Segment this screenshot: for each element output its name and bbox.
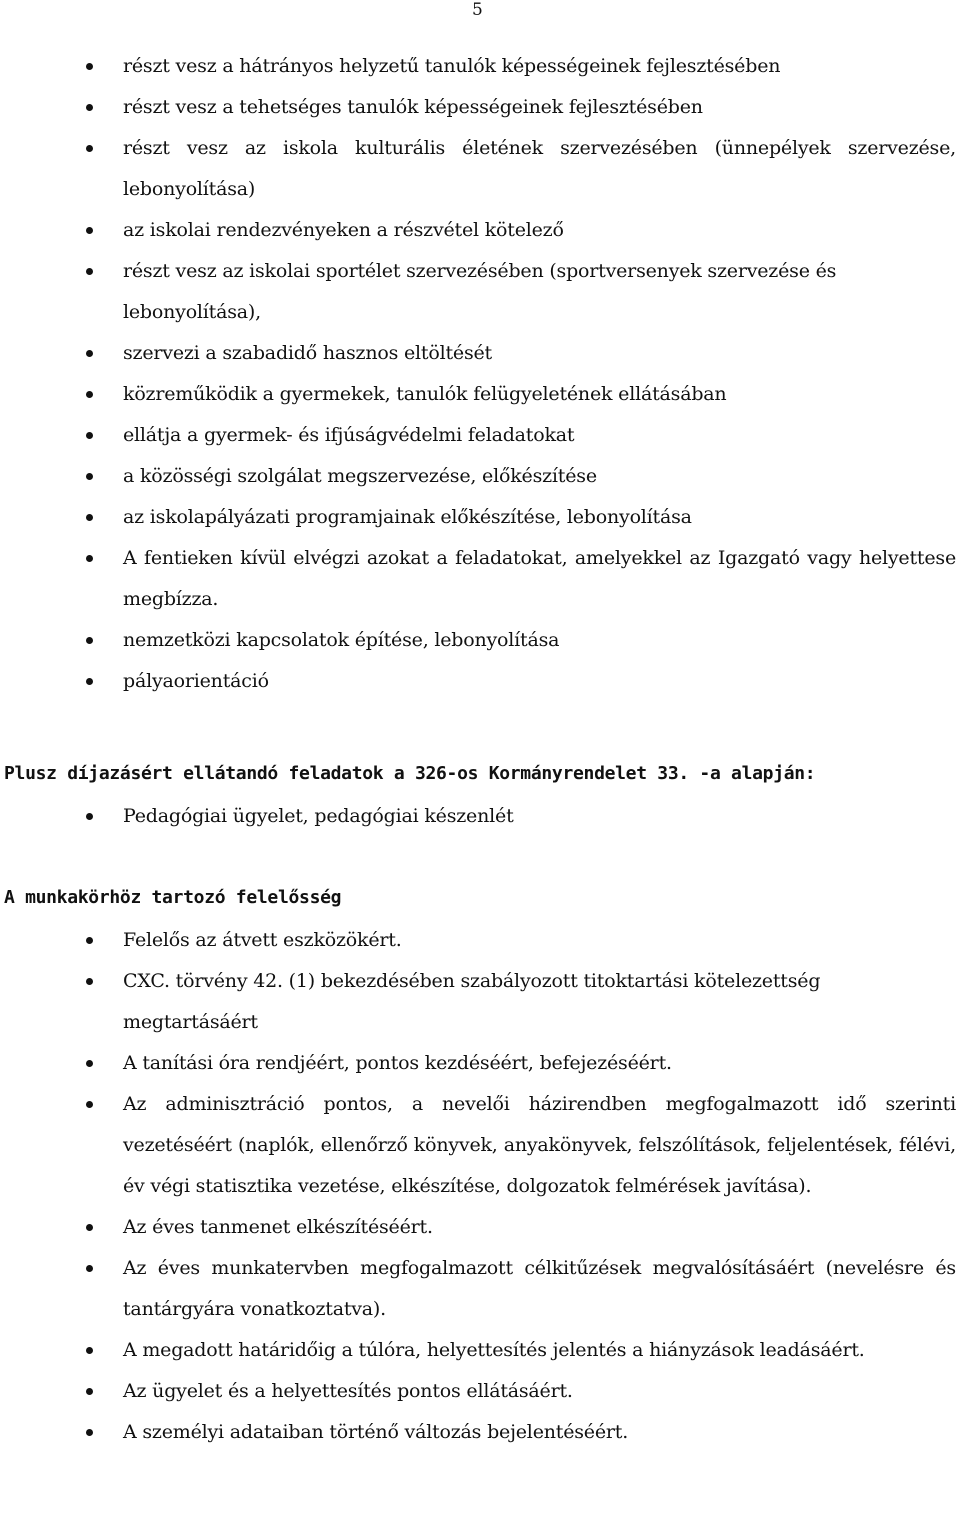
list-item-text: a közösségi szolgálat megszervezése, előkészítése — [123, 465, 597, 487]
bullet-icon — [86, 473, 93, 480]
list-item-text: részt vesz a hátrányos helyzetű tanulók képességeinek fejlesztésében — [123, 55, 781, 77]
bullet-icon — [86, 1429, 93, 1436]
list-item — [0, 374, 960, 415]
bullet-icon — [86, 813, 93, 820]
duties-list — [0, 46, 960, 702]
list-item-text: A megadott határidőig a túlóra, helyettesítés jelentés a hiányzások leadásáért. — [123, 1339, 865, 1361]
section-heading-extra-pay: Plusz díjazásért ellátandó feladatok a 326-os Kormányrendelet 33. -a alapján: — [4, 763, 816, 784]
list-item-text: Az éves munkatervben megfogalmazott célkitűzések megvalósításáért (nevelésre és tantárgyára vonatkoztatva). — [123, 1257, 956, 1320]
bullet-icon — [86, 678, 93, 685]
bullet-icon — [86, 391, 93, 398]
bullet-icon — [86, 978, 93, 985]
list-item-text: ellátja a gyermek- és ifjúságvédelmi feladatokat — [123, 424, 575, 446]
list-item-text: részt vesz a tehetséges tanulók képességeinek fejlesztésében — [123, 96, 703, 118]
bullet-icon — [86, 227, 93, 234]
section-heading-responsibility: A munkakörhöz tartozó felelősség — [4, 887, 342, 908]
list-item-text: az iskolapályázati programjainak előkészítése, lebonyolítása — [123, 506, 692, 528]
bullet-icon — [86, 637, 93, 644]
list-item-text: A személyi adataiban történő változás bejelentéséért. — [123, 1421, 629, 1443]
bullet-icon — [86, 104, 93, 111]
bullet-icon — [86, 937, 93, 944]
responsibility-list — [0, 920, 960, 1453]
bullet-icon — [86, 432, 93, 439]
list-item — [0, 1248, 960, 1330]
list-item-text: pályaorientáció — [123, 670, 269, 692]
list-item-text: Az adminisztráció pontos, a nevelői házirendben megfogalmazott idő szerinti vezetéséért (naplók, ellenőrző könyvek, anyakönyvek, felszólítások, feljelentések, félévi, év végi statisztika vezetése, elkészítése, dolgozatok felmérések javítása). — [123, 1093, 956, 1197]
bullet-icon — [86, 268, 93, 275]
list-item-text: közreműködik a gyermekek, tanulók felügyeletének ellátásában — [123, 383, 727, 405]
list-item — [0, 620, 960, 661]
bullet-icon — [86, 145, 93, 152]
list-item — [0, 87, 960, 128]
list-item — [0, 497, 960, 538]
list-item-text: az iskolai rendezvényeken a részvétel kötelező — [123, 219, 564, 241]
bullet-icon — [86, 1347, 93, 1354]
list-item — [0, 961, 960, 1043]
bullet-icon — [86, 555, 93, 562]
list-item — [0, 796, 960, 837]
bullet-icon — [86, 1388, 93, 1395]
bullet-icon — [86, 514, 93, 521]
bullet-icon — [86, 350, 93, 357]
list-item — [0, 251, 960, 333]
list-item-text: szervezi a szabadidő hasznos eltöltését — [123, 342, 492, 364]
list-item — [0, 1330, 960, 1371]
list-item — [0, 1371, 960, 1412]
list-item — [0, 538, 960, 620]
extra-pay-list — [0, 796, 960, 837]
bullet-icon — [86, 63, 93, 70]
list-item — [0, 1043, 960, 1084]
list-item — [0, 128, 960, 210]
list-item — [0, 920, 960, 961]
list-item-text: részt vesz az iskola kulturális életének szervezésében (ünnepélyek szervezése, lebonyolítása) — [123, 137, 956, 200]
list-item-text: részt vesz az iskolai sportélet szervezésében (sportversenyek szervezése és lebonyolítása), — [123, 260, 837, 323]
list-item — [0, 1084, 960, 1207]
list-item-text: Az éves tanmenet elkészítéséért. — [123, 1216, 433, 1238]
list-item — [0, 456, 960, 497]
list-item-text: A tanítási óra rendjéért, pontos kezdéséért, befejezéséért. — [123, 1052, 672, 1074]
bullet-icon — [86, 1060, 93, 1067]
list-item — [0, 1207, 960, 1248]
bullet-icon — [86, 1101, 93, 1108]
list-item-text: nemzetközi kapcsolatok építése, lebonyolítása — [123, 629, 560, 651]
list-item — [0, 661, 960, 702]
list-item-text: A fentieken kívül elvégzi azokat a feladatokat, amelyekkel az Igazgató vagy helyettese megbízza. — [123, 547, 956, 610]
list-item-text: Felelős az átvett eszközökért. — [123, 929, 402, 951]
page-number: 5 — [472, 0, 483, 20]
list-item — [0, 415, 960, 456]
list-item — [0, 46, 960, 87]
list-item-text: Az ügyelet és a helyettesítés pontos ellátásáért. — [123, 1380, 573, 1402]
bullet-icon — [86, 1224, 93, 1231]
list-item — [0, 1412, 960, 1453]
list-item-text: Pedagógiai ügyelet, pedagógiai készenlét — [123, 805, 514, 827]
list-item-text: CXC. törvény 42. (1) bekezdésében szabályozott titoktartási kötelezettség megtartásáért — [123, 970, 821, 1033]
bullet-icon — [86, 1265, 93, 1272]
list-item — [0, 333, 960, 374]
list-item — [0, 210, 960, 251]
